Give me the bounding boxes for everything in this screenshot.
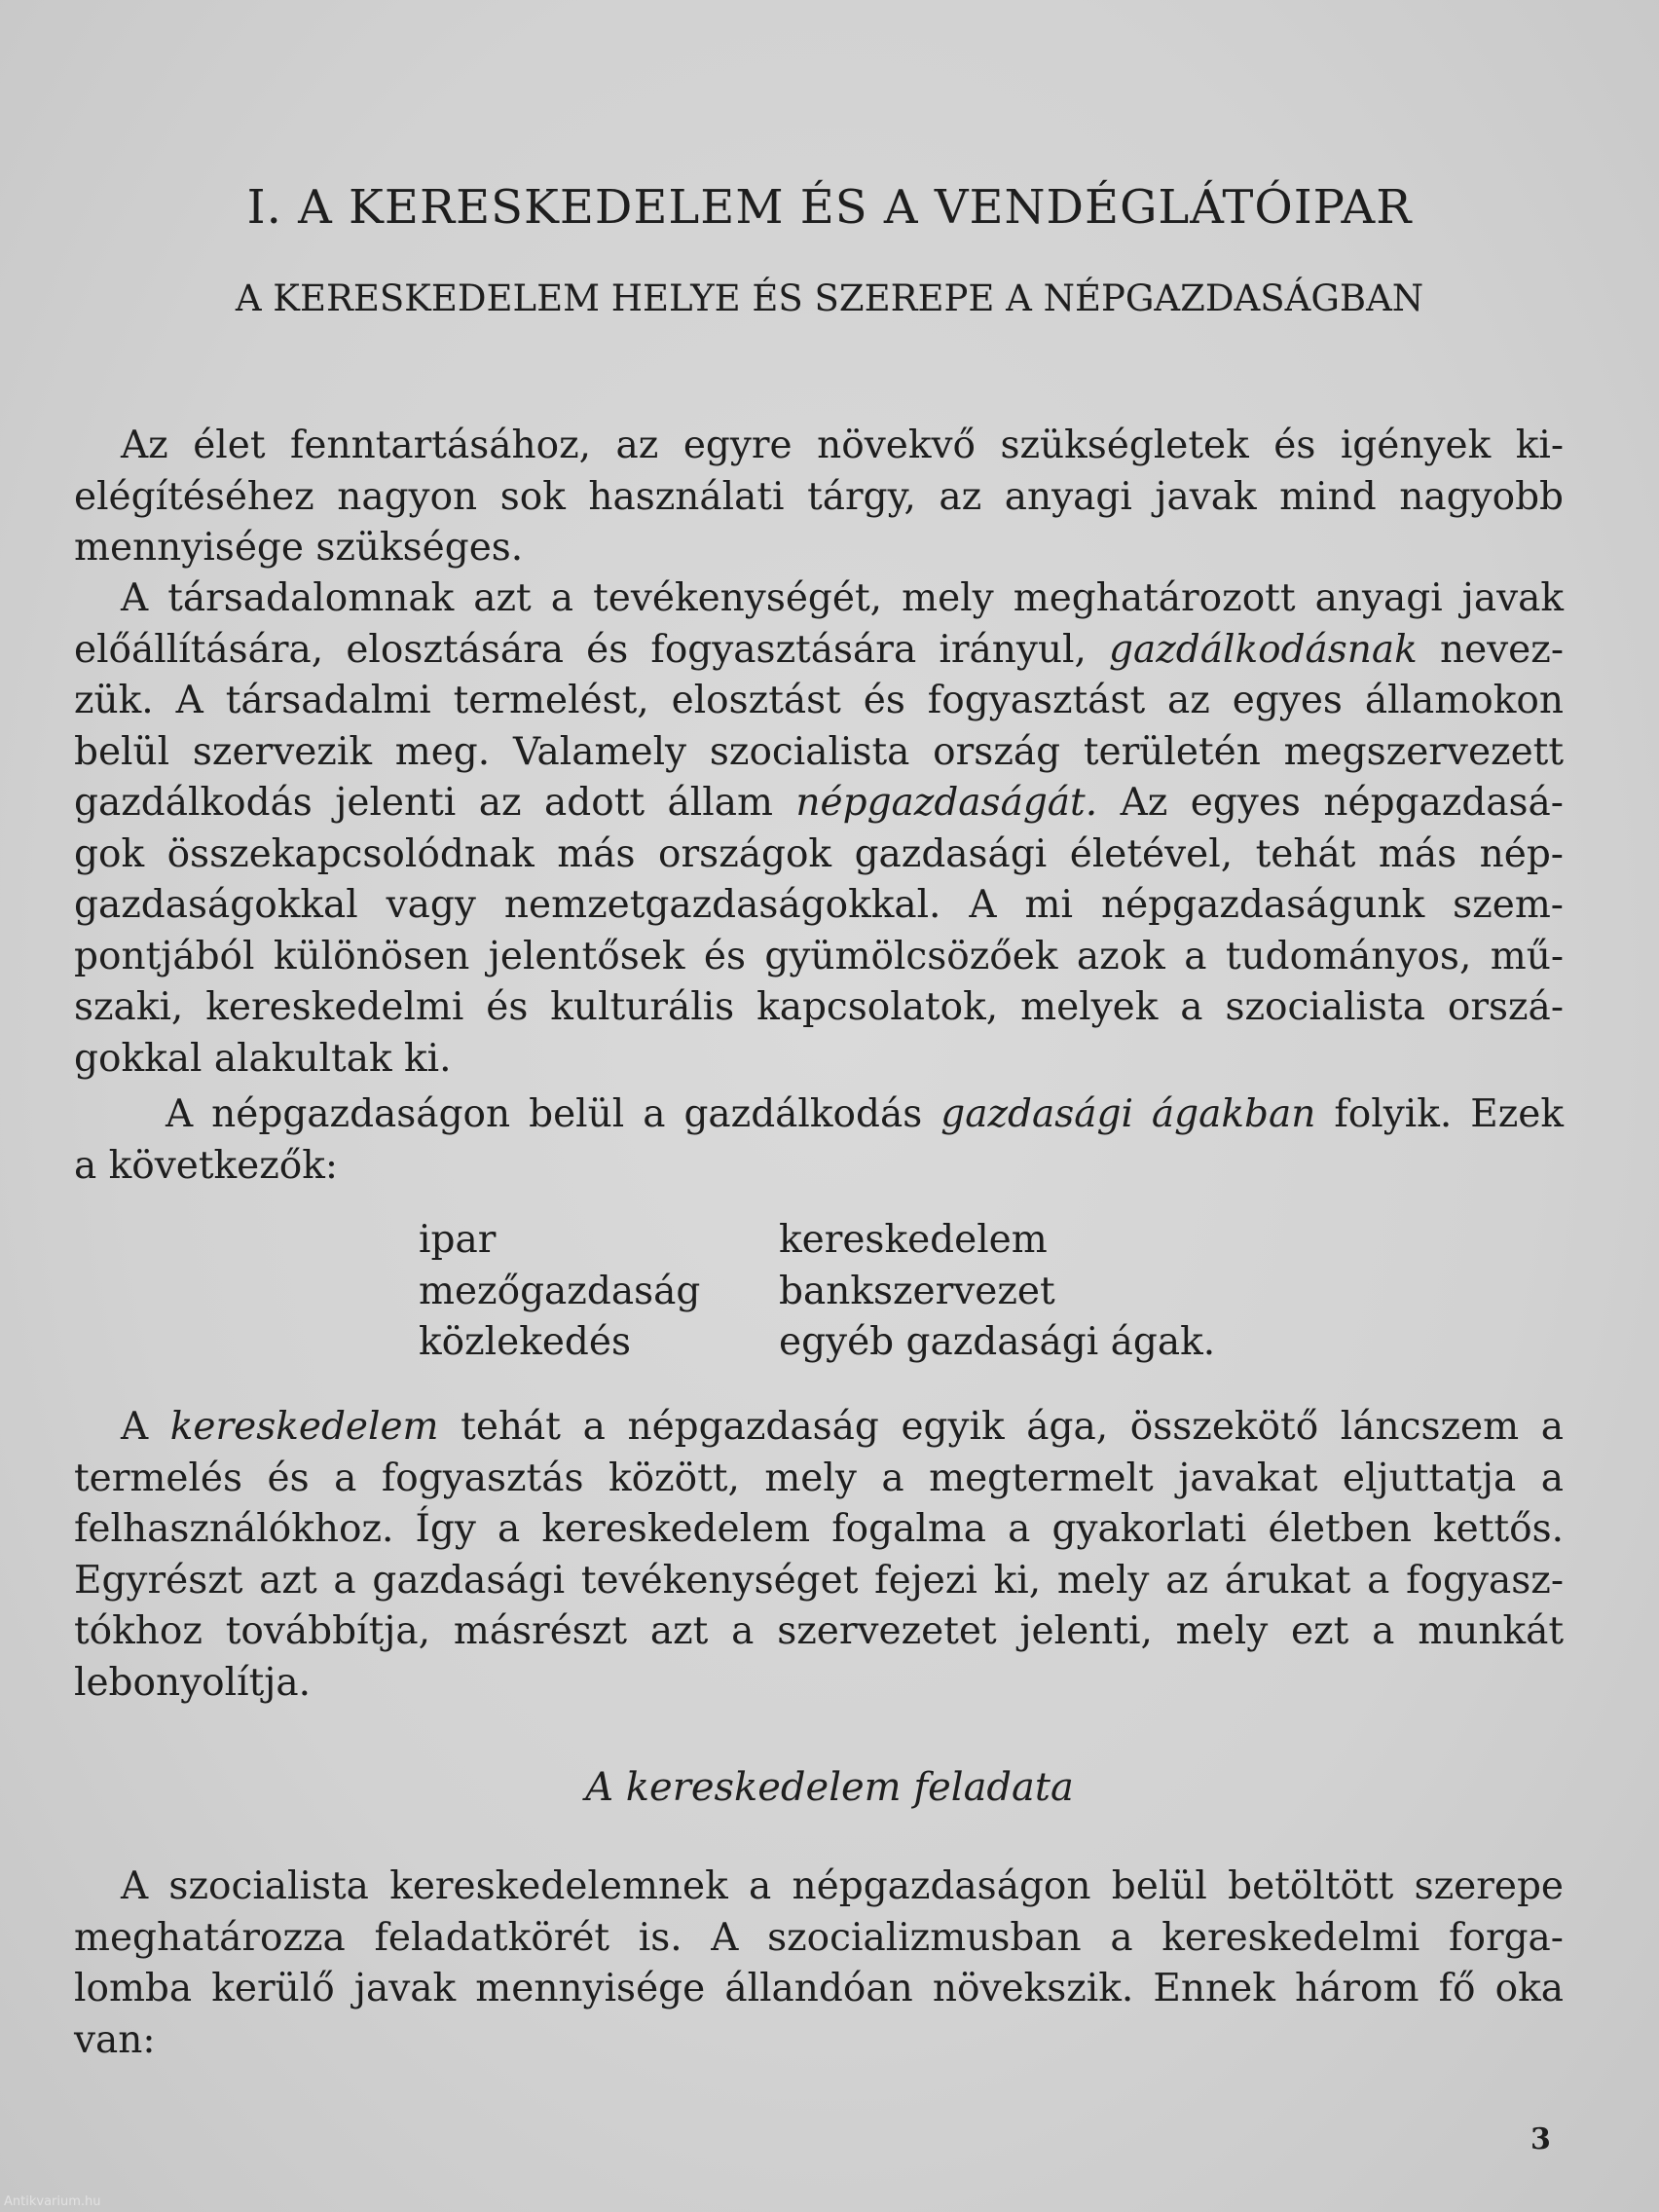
- paragraph-3: [74, 1089, 1564, 1192]
- emphasis-gazdasagi-agakban: gazdasági ágakban: [940, 1092, 1316, 1136]
- page-number: 3: [1530, 2122, 1551, 2157]
- sectors-row: [419, 1267, 1215, 1318]
- paragraph-1: [74, 421, 1564, 574]
- paragraph-4: [74, 1402, 1564, 1709]
- text-line: szaki, kereskedelmi és kulturális kapcsolatok, melyek a szocialista orszá-: [74, 985, 1564, 1029]
- text-run: folyik. Ezek: [1315, 1092, 1564, 1136]
- emphasis-nepgazdasagat: népgazdaságát.: [795, 781, 1098, 825]
- text-line: van:: [74, 2017, 156, 2062]
- text-run: Az egyes népgazdasá-: [1097, 781, 1564, 825]
- text-run: előállítására, elosztására és fogyasztására irányul,: [74, 627, 1109, 672]
- text-run: A népgazdaságon belül a gazdálkodás: [166, 1092, 941, 1136]
- economic-sectors-list: [419, 1215, 1215, 1369]
- emphasis-gazdalkodasnak: gazdálkodásnak: [1109, 627, 1418, 672]
- subsection-heading: A kereskedelem feladata: [585, 1765, 1074, 1810]
- sector-item: kereskedelem: [779, 1218, 1048, 1262]
- emphasis-kereskedelem: kereskedelem: [169, 1405, 439, 1449]
- sectors-row: [419, 1317, 1215, 1369]
- text-line: elégítéséhez nagyon sok használati tárgy, az anyagi javak mind nagyobb: [74, 474, 1564, 519]
- sector-item: közlekedés: [419, 1320, 631, 1364]
- text-run: nevez-: [1417, 627, 1564, 672]
- text-line: A társadalomnak azt a tevékenységét, mely meghatározott anyagi javak: [121, 576, 1564, 620]
- sectors-row: [419, 1215, 1215, 1267]
- text-line: lomba kerülő javak mennyisége állandóan növekszik. Ennek három fő oka: [74, 1967, 1564, 2010]
- chapter-title: I. A KERESKEDELEM ÉS A VENDÉGLÁTÓIPAR: [246, 180, 1413, 235]
- text-line: Egyrészt azt a gazdasági tevékenységet fejezi ki, mely az árukat a fogyasz-: [74, 1558, 1564, 1603]
- text-line: Az élet fenntartásához, az egyre növekvő szükségletek és igények ki-: [121, 424, 1564, 467]
- sector-item: egyéb gazdasági ágak.: [779, 1320, 1216, 1364]
- text-line: felhasználókhoz. Így a kereskedelem fogalma a gyakorlati életben kettős.: [74, 1507, 1564, 1551]
- sector-item: bankszervezet: [779, 1269, 1055, 1313]
- text-line: pontjából különösen jelentősek és gyümölcsözőek azok a tudományos, mű-: [74, 934, 1564, 978]
- text-run: A: [121, 1405, 170, 1449]
- section-title: A KERESKEDELEM HELYE ÉS SZEREPE A NÉPGAZDASÁGBAN: [235, 277, 1424, 319]
- text-line: belül szervezik meg. Valamely szocialista ország területén megszervezett: [74, 729, 1564, 774]
- text-line: [74, 778, 1564, 830]
- text-line: meghatározza feladatkörét is. A szocializmusban a kereskedelmi forga-: [74, 1915, 1564, 1960]
- watermark: Antikvarium.hu: [4, 2194, 101, 2209]
- text-run: tehát a népgazdaság egyik ága, összekötő láncszem a: [438, 1405, 1564, 1449]
- text-line: zük. A társadalmi termelést, elosztást és fogyasztást az egyes államokon: [74, 679, 1564, 722]
- text-line: tókhoz továbbítja, másrészt azt a szervezetet jelenti, mely ezt a munkát: [74, 1609, 1564, 1653]
- text-run: gazdálkodás jelenti az adott állam: [74, 781, 796, 825]
- text-line: a következők:: [74, 1143, 339, 1188]
- text-line: mennyisége szükséges.: [74, 526, 524, 570]
- sector-item: ipar: [419, 1218, 497, 1262]
- text-line: gokkal alakultak ki.: [74, 1036, 452, 1081]
- text-line: [74, 1402, 1564, 1454]
- text-line: [74, 625, 1564, 677]
- text-line: lebonyolítja.: [74, 1660, 311, 1705]
- text-line: gazdaságokkal vagy nemzetgazdaságokkal. A mi népgazdaságunk szem-: [74, 883, 1564, 927]
- text-line: gok összekapcsolódnak más országok gazdasági életével, tehát más nép-: [74, 831, 1564, 876]
- text-line: A szocialista kereskedelemnek a népgazdaságon belül betöltött szerepe: [121, 1864, 1564, 1908]
- paragraph-2: [74, 573, 1564, 1085]
- text-line: [74, 1089, 1564, 1141]
- paragraph-5: [74, 1862, 1564, 2066]
- sector-item: mezőgazdaság: [419, 1269, 701, 1313]
- text-line: termelés és a fogyasztás között, mely a megtermelt javakat eljuttatja a: [74, 1456, 1564, 1500]
